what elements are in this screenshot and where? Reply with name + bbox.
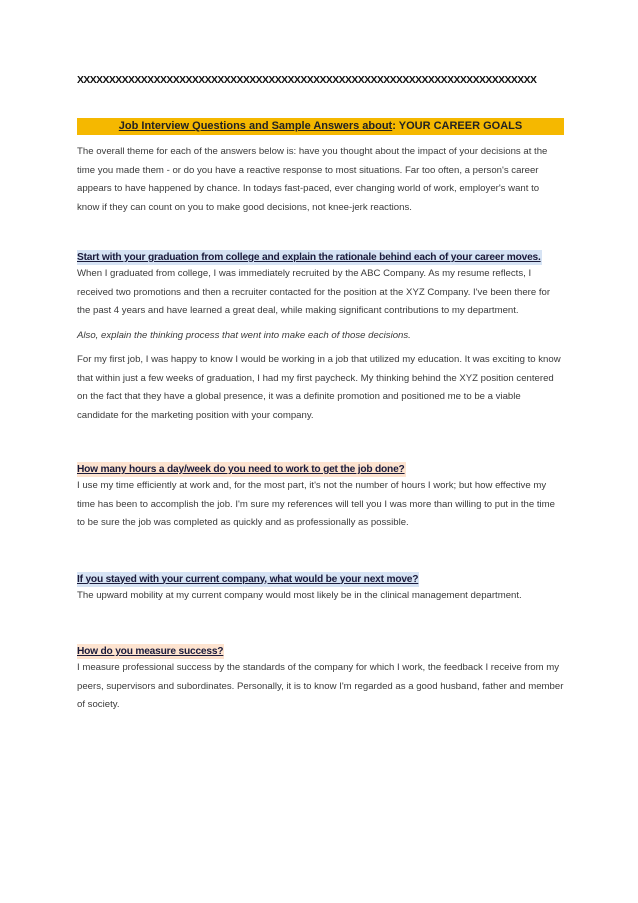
document-title bbox=[77, 118, 564, 135]
placeholder-header: XXXXXXXXXXXXXXXXXXXXXXXXXXXXXXXXXXXXXXXXXXXXXXXXXXXXXXXXXXXXXXXXXXXXXXXX bbox=[77, 75, 537, 86]
question-heading: Start with your graduation from college and explain the rationale behind each of your career moves. bbox=[77, 252, 541, 263]
section-next-move bbox=[77, 569, 564, 606]
document-page bbox=[77, 74, 564, 715]
question-heading: How do you measure success? bbox=[77, 646, 224, 657]
followup-answer: For my first job, I was happy to know I would be working in a job that utilized my education. It was exciting to know that within just a few weeks of graduation, I had my first paycheck. My thinking behind the XYZ position centered on the fact that they have a global presence, it was a definite promotion and positioned me to be a viable candidate for the marketing position with your company. bbox=[77, 354, 561, 421]
title-underlined: Job Interview Questions and Sample Answers about bbox=[118, 120, 393, 132]
question-heading: If you stayed with your current company, what would be your next move? bbox=[77, 573, 419, 585]
answer-paragraph: When I graduated from college, I was immediately recruited by the ABC Company. As my resume reflects, I received two promotions and then a recruiter contacted for the position at the XYZ Company. I've been there for the past 4 years and have learned a great deal, while making significant contributions to my department. bbox=[77, 268, 551, 316]
section-graduation bbox=[77, 247, 564, 425]
section-success bbox=[77, 641, 564, 715]
question-heading: How many hours a day/week do you need to work to get the job done? bbox=[77, 464, 405, 475]
intro-paragraph: The overall theme for each of the answers below is: have you thought about the impact of your decisions at the time you made them - or do you have a reactive response to most situations. Far too often, a person's career appears to have happened by chance. In todays fast-paced, ever changing world of work, employer's want to know if they can count on you to make good decisions, not knee-jerk reactions. bbox=[77, 146, 548, 213]
answer-paragraph: I measure professional success by the standards of the company for which I work, the feedback I receive from my peers, supervisors and subordinates. Personally, it is to know I'm regarded as a good husband, father and member of society. bbox=[77, 662, 564, 710]
followup-question: Also, explain the thinking process that went into make each of those decisions. bbox=[77, 329, 411, 341]
answer-paragraph: The upward mobility at my current company would most likely be in the clinical management department. bbox=[77, 589, 522, 601]
title-rest: : YOUR CAREER GOALS bbox=[392, 120, 523, 132]
answer-paragraph: I use my time efficiently at work and, for the most part, it's not the number of hours I work; but how effective my time has been to accomplish the job. I'm sure my references will tell you I was more than willing to put in the time to be sure the job was completed as quickly and as professionally as possible. bbox=[77, 480, 556, 528]
section-hours bbox=[77, 459, 564, 533]
